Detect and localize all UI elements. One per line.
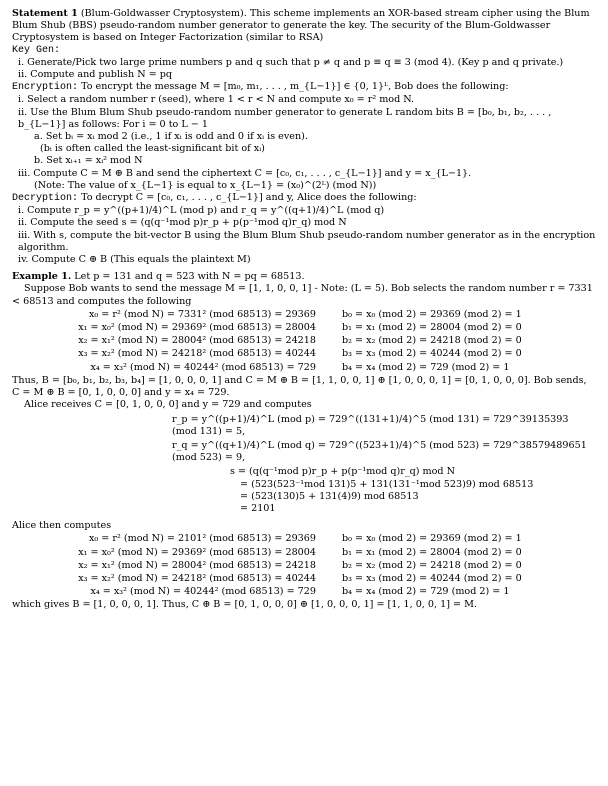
seed-line: = 2101 bbox=[240, 502, 276, 514]
decryption-item: iv. Compute C ⊕ B (This equals the plaintext M) bbox=[18, 254, 251, 266]
encryption-item: i. Select a random number r (seed), where 1 < r < N and compute x₀ = r² mod N. bbox=[18, 94, 415, 106]
table-row: x₁ = x₀² (mod N) = 29369² (mod 68513) = 28004 b₁ = x₁ (mod 2) = 28004 (mod 2) = 0 bbox=[78, 546, 522, 558]
alice-then: Alice then computes bbox=[12, 520, 112, 532]
statement-intro bbox=[12, 8, 596, 45]
table-row: x₃ = x₂² (mod N) = 24218² (mod 68513) = 40244 b₃ = x₃ (mod 2) = 40244 (mod 2) = 0 bbox=[78, 572, 522, 584]
table-row: x₀ = r² (mod N) = 2101² (mod 68513) = 29369 b₀ = x₀ (mod 2) = 29369 (mod 2) = 1 bbox=[89, 533, 522, 545]
statement-subtitle: (Blum-Goldwasser Cryptosystem). bbox=[80, 8, 247, 19]
statement-title: Statement 1 bbox=[12, 8, 78, 19]
decryption-item: i. Compute r_p = y^((p+1)/4)^L (mod p) and r_q = y^((q+1)/4)^L (mod q) bbox=[18, 205, 385, 217]
bob-text: Suppose Bob wants to send the message M = [1, 1, 0, 0, 1] - Note: (L = 5). Bob selects the random number r = 7331 < 68513 and computes the following bbox=[12, 283, 593, 307]
rp-line: r_p = y^((p+1)/4)^L (mod p) = 729^((131+1)/4)^5 (mod 131) = 729^39135393 (mod 131) = 5, bbox=[172, 413, 569, 437]
table-row: x₃ = x₂² (mod N) = 24218² (mod 68513) = 40244 b₃ = x₃ (mod 2) = 40244 (mod 2) = 0 bbox=[78, 348, 522, 360]
alice-computation-table bbox=[12, 533, 596, 598]
decryption-item: ii. Compute the seed s = (q(q⁻¹mod p)r_p + p(p⁻¹mod q)r_q) mod N bbox=[18, 217, 347, 229]
seed-line: s = (q(q⁻¹mod p)r_p + p(p⁻¹mod q)r_q) mod N bbox=[230, 466, 456, 478]
table-row: x₄ = x₃² (mod N) = 40244² (mod 68513) = 729 b₄ = x₄ (mod 2) = 729 (mod 2) = 1 bbox=[90, 586, 510, 598]
keygen-item: ii. Compute and publish N = pq bbox=[18, 69, 173, 81]
decryption-label: Decryption: bbox=[12, 193, 79, 205]
seed-computation bbox=[12, 466, 596, 515]
encryption-subitem: b. Set xᵢ₊₁ = xᵢ² mod N bbox=[34, 155, 143, 167]
encryption-subitem: (bᵢ is often called the least-significant bit of xᵢ) bbox=[40, 143, 265, 155]
conclusion: which gives B = [1, 0, 0, 0, 1]. Thus, C ⊕ B = [0, 1, 0, 0, 0] ⊕ [1, 0, 0, 0, 1] = [1, 1, 0, 0, 1] = M. bbox=[12, 599, 477, 611]
table-row: x₂ = x₁² (mod N) = 28004² (mod 68513) = 24218 b₂ = x₂ (mod 2) = 24218 (mod 2) = 0 bbox=[78, 559, 522, 571]
encryption-intro: Encryption: To encrypt the message M = [m₀, m₁, . . . , m_{L−1}] ∈ {0, 1}ᴸ, Bob does the following: bbox=[12, 81, 509, 94]
statement-intro-text: This scheme implements an XOR-based stream cipher using the Blum Blum Shub (BBS) pseudo-random number generator to generate the key. The security of the Blum-Goldwasser Cryptosystem is based on Integer Factorization (similar to RSA) bbox=[12, 8, 590, 44]
keygen-item: i. Generate/Pick two large prime numbers p and q such that p ≠ q and p ≡ q ≡ 3 (mod 4). (Key p and q private.) bbox=[18, 56, 564, 68]
decryption-intro: Decryption: To decrypt C = [c₀, c₁, . . . , c_{L−1}] and y, Alice does the following: bbox=[12, 192, 417, 205]
seed-line: = (523(130)5 + 131(4)9) mod 68513 bbox=[240, 490, 419, 502]
encryption-note: (Note: The value of x_{L−1} is equal to x_{L−1} = (x₀)^(2ᴸ) (mod N)) bbox=[34, 179, 377, 191]
encryption-item: ii. Use the Blum Blum Shub pseudo-random number generator to generate L random bits B = [b₀, b₁, b₂, . . . , b_{L−1}] as follows: For i = 0 to L − 1 bbox=[18, 106, 552, 130]
thus-text: Thus, B = [b₀, b₁, b₂, b₃, b₄] = [1, 0, 0, 0, 1] and C = M ⊕ B = [1, 1, 0, 0, 1] ⊕ [1, 0, 0, 0, 1] = [0, 1, 0, 0, 0]. Bob sends, C = M ⊕ B = [0, 1, 0, 0, 0] and y = x₄ = 729. bbox=[12, 374, 587, 399]
document-page bbox=[12, 8, 596, 612]
bob-computation-table bbox=[12, 309, 596, 374]
table-row: x₂ = x₁² (mod N) = 28004² (mod 68513) = 24218 b₂ = x₂ (mod 2) = 24218 (mod 2) = 0 bbox=[78, 335, 522, 347]
decryption-item: iii. With s, compute the bit-vector B using the Blum Blum Shub pseudo-random number generator as in the encryption algorithm. bbox=[18, 229, 596, 253]
rq-line: r_q = y^((q+1)/4)^L (mod q) = 729^((523+1)/4)^5 (mod 523) = 729^38579489651 (mod 523) = 9, bbox=[172, 439, 587, 464]
seed-line: = (523(523⁻¹mod 131)5 + 131(131⁻¹mod 523)9) mod 68513 bbox=[240, 478, 534, 490]
table-row: x₀ = r² (mod N) = 7331² (mod 68513) = 29369 b₀ = x₀ (mod 2) = 29369 (mod 2) = 1 bbox=[89, 308, 522, 320]
encryption-subitem: a. Set bᵢ = xᵢ mod 2 (i.e., 1 if xᵢ is odd and 0 if xᵢ is even). bbox=[34, 131, 308, 143]
table-row: x₁ = x₀² (mod N) = 29369² (mod 68513) = 28004 b₁ = x₁ (mod 2) = 28004 (mod 2) = 0 bbox=[78, 322, 522, 334]
example-title: Example 1. bbox=[12, 271, 72, 283]
encryption-item: iii. Compute C = M ⊕ B and send the ciphertext C = [c₀, c₁, . . . , c_{L−1}] and y = x_{L−1}. bbox=[18, 167, 472, 179]
alice-receives: Alice receives C = [0, 1, 0, 0, 0] and y = 729 and computes bbox=[24, 399, 312, 411]
keygen-label: Key Gen: bbox=[12, 44, 61, 56]
example-intro: Example 1. Let p = 131 and q = 523 with N = pq = 68513. bbox=[12, 271, 305, 283]
encryption-label: Encryption: bbox=[12, 82, 79, 94]
table-row: x₄ = x₃² (mod N) = 40244² (mod 68513) = 729 b₄ = x₄ (mod 2) = 729 (mod 2) = 1 bbox=[90, 361, 510, 373]
